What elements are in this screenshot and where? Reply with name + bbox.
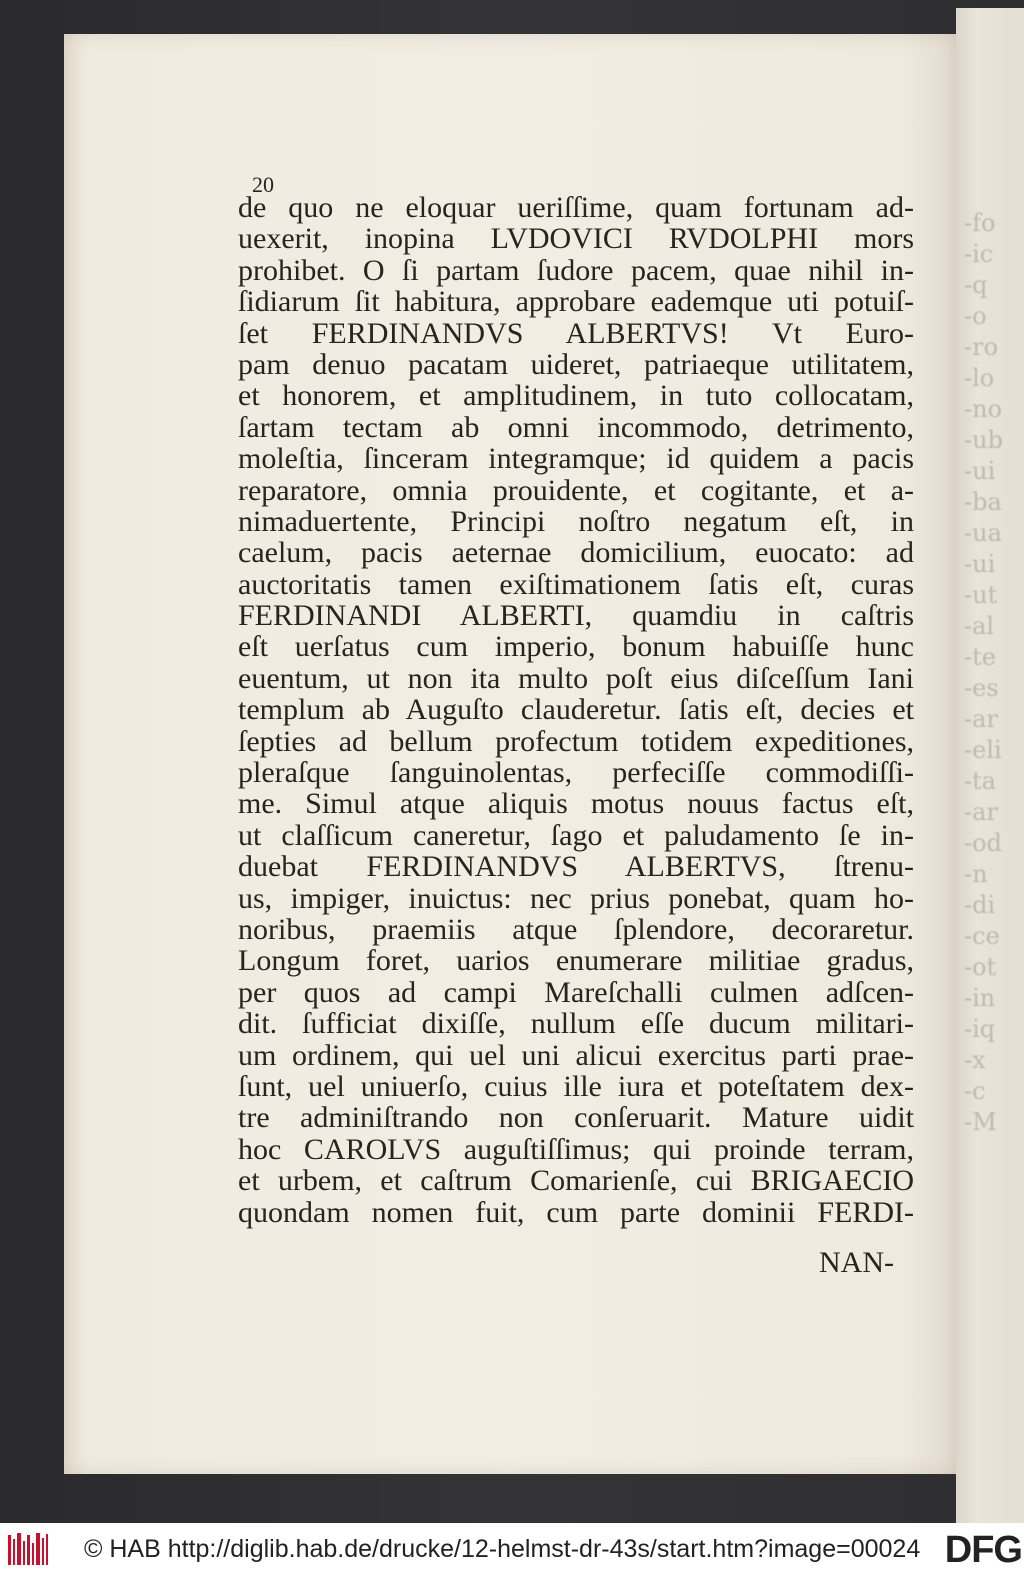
hab-barcode-icon — [8, 1533, 48, 1567]
text-line: um ordinem, qui uel uni alicui exercitus parti prae- — [238, 1038, 914, 1072]
text-line: dit. ſufficiat dixiſſe, nullum eſſe ducum militari- — [238, 1007, 914, 1041]
text-line: ſunt, uel uniuerſo, cuius ille iura et poteſtatem dex- — [238, 1069, 914, 1103]
text-line: reparatore, omnia prouidente, et cogitante, et a- — [238, 473, 914, 507]
text-line: caelum, pacis aeternae domicilium, euocato: ad — [238, 536, 914, 570]
text-line: FERDINANDI ALBERTI, quamdiu in caſtris — [238, 599, 914, 633]
body-text — [238, 192, 914, 1228]
text-line: ſet FERDINANDVS ALBERTVS! Vt Euro- — [238, 316, 914, 350]
text-line: ſepties ad bellum profectum totidem expeditiones, — [238, 724, 914, 758]
text-line: templum ab Auguſto clauderetur. ſatis eſt, decies et — [238, 693, 914, 727]
text-line: duebat FERDINANDVS ALBERTVS, ſtrenu- — [238, 850, 914, 884]
text-line: auctoritatis tamen exiſtimationem ſatis eſt, curas — [238, 567, 914, 601]
text-line: et urbem, et caſtrum Comarienſe, cui BRIGAECIO — [238, 1164, 914, 1198]
page-number: 20 — [252, 172, 274, 197]
source-credit: © HAB http://diglib.hab.de/drucke/12-helmst-dr-43s/start.htm?image=00024 — [84, 1535, 921, 1563]
dfg-logo: DFG — [944, 1529, 1022, 1571]
text-line: de quo ne eloquar ueriſſime, quam fortunam ad- — [238, 191, 914, 224]
facing-page-edge — [956, 8, 1024, 1523]
text-line: moleſtia, ſinceram integramque; id quidem a pacis — [238, 442, 914, 476]
text-line: quondam nomen fuit, cum parte dominii FERDI- — [238, 1195, 914, 1229]
text-line: pam denuo pacatam uideret, patriaeque utilitatem, — [238, 347, 914, 381]
text-line: noribus, praemiis atque ſplendore, decoraretur. — [238, 912, 914, 946]
text-line: ſidiarum ſit habitura, approbare eademque uti potuiſ- — [238, 285, 914, 319]
text-line: prohibet. O ſi partam ſudore pacem, quae nihil in- — [238, 253, 914, 287]
text-line: us, impiger, inuictus: nec prius ponebat, quam ho- — [238, 881, 914, 915]
text-line: hoc CAROLVS auguſtiſſimus; qui proinde terram, — [238, 1132, 914, 1166]
show-through-text: -fo -ic -q -o -ro -lo -no -ub -ui -ba -ua -ui -ut -al -te -es -ar -eli -ta -ar -od -n -di -ce -ot -in -iq -x -c -M — [964, 209, 1003, 1136]
text-line: pleraſque ſanguinolentas, perfeciſſe commodiſſi- — [238, 756, 914, 790]
text-line: tre adminiſtrando non conſeruarit. Mature uidit — [238, 1101, 914, 1135]
text-line: Longum foret, uarios enumerare militiae gradus, — [238, 944, 914, 978]
text-line: ut claſſicum caneretur, ſago et paludamento ſe in- — [238, 818, 914, 852]
text-line: uexerit, inopina LVDOVICI RVDOLPHI mors — [238, 222, 914, 256]
text-line: me. Simul atque aliquis motus nouus factus eſt, — [238, 787, 914, 821]
catchword: NAN- — [819, 1246, 894, 1279]
text-line: nimaduertente, Principi noſtro negatum eſt, in — [238, 504, 914, 538]
text-line: et honorem, et amplitudinem, in tuto collocatam, — [238, 379, 914, 413]
text-line: euentum, ut non ita multo poſt eius diſceſſum Iani — [238, 661, 914, 695]
text-line: ſartam tectam ab omni incommodo, detrimento, — [238, 410, 914, 444]
text-line: per quos ad campi Mareſchalli culmen adſcen- — [238, 975, 914, 1009]
footer-bar — [0, 1523, 1024, 1579]
text-line: eſt uerſatus cum imperio, bonum habuiſſe hunc — [238, 630, 914, 664]
